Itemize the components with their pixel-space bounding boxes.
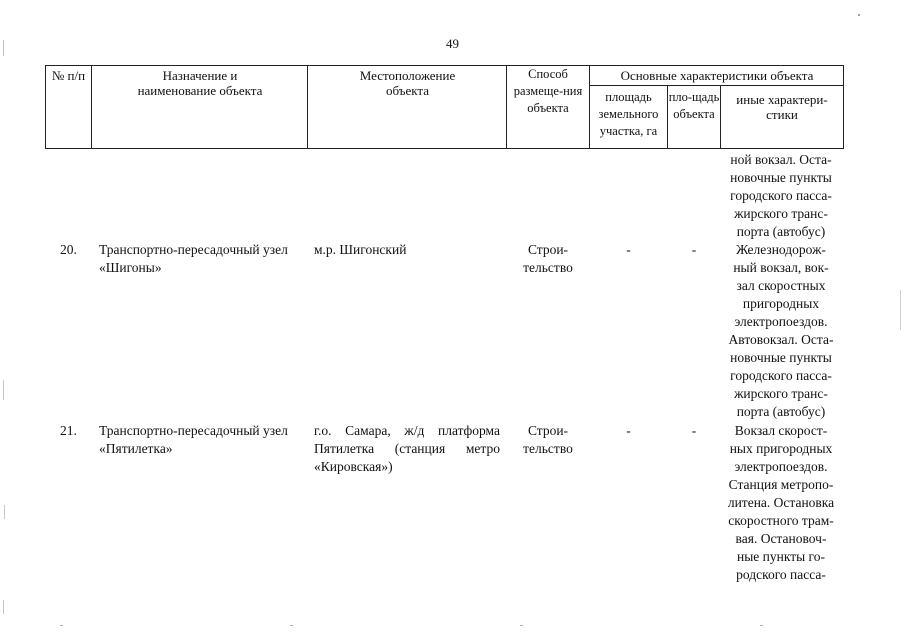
row-other — [716, 422, 846, 584]
scan-mark — [3, 600, 4, 614]
scan-mark — [3, 40, 4, 56]
divider — [506, 65, 507, 149]
text-line: Вокзал скорост- — [734, 423, 828, 438]
row-area-land: - — [626, 242, 631, 257]
header-col-num: № п/п — [51, 68, 86, 83]
row-method: Строи-тельство — [523, 423, 573, 456]
scan-mark — [4, 505, 5, 519]
text-line: ной вокзал. Оста- — [730, 152, 832, 167]
scan-mark — [858, 14, 860, 16]
header-col-purpose: Назначение и наименование объекта — [137, 68, 263, 98]
text-line: Станция метропо- — [728, 477, 834, 492]
row-name: Транспортно-пересадочный узел «Шигоны» — [99, 242, 288, 275]
header-col-method: Способ размеще-ния объекта — [513, 67, 583, 115]
header-col-location: Местоположение объекта — [359, 68, 456, 98]
scan-mark — [760, 625, 763, 626]
page-number: 49 — [446, 36, 459, 51]
row-area-obj: - — [691, 242, 697, 257]
text-line: пригородных — [742, 296, 820, 311]
header-col-main: Основные характеристики объекта — [620, 68, 814, 83]
text-line: Железнодорож- — [736, 242, 826, 257]
text-line: новочные пункты — [730, 350, 832, 365]
text-line: зал скоростных — [736, 278, 826, 293]
continuation-text — [716, 151, 846, 241]
row-area-land: - — [626, 423, 631, 438]
header-sub-other: иные характери-стики — [736, 92, 828, 122]
text-line: жирского транс- — [734, 206, 828, 221]
divider — [91, 65, 92, 149]
scan-mark — [900, 290, 901, 330]
row-location: м.р. Шигонский — [314, 242, 407, 257]
scan-mark — [3, 380, 4, 400]
text-line: порта (автобус) — [736, 224, 826, 239]
text-line: скоростного трам- — [728, 513, 834, 528]
divider — [589, 85, 844, 86]
header-sub-area-obj: пло-щадь объекта — [668, 90, 720, 121]
text-line: ные пункты го- — [736, 549, 826, 564]
text-line: ный вокзал, вок- — [733, 260, 829, 275]
row-location: г.о. Самара, ж/д платформа Пятилетка (станция метро «Кировская») — [314, 423, 500, 474]
scan-mark — [520, 625, 523, 626]
row-other — [716, 241, 846, 421]
row-method: Строи-тельство — [523, 242, 573, 275]
divider — [307, 65, 308, 149]
text-line: городского пасса- — [730, 188, 832, 203]
text-line: новочные пункты — [730, 170, 832, 185]
header-sub-area-land: площадь земельного участка, га — [598, 90, 659, 138]
text-line: родского пасса- — [736, 567, 826, 582]
row-area-obj: - — [691, 423, 697, 438]
text-line: электропоездов. — [734, 314, 828, 329]
scan-mark — [60, 625, 63, 626]
scan-mark — [290, 625, 293, 626]
row-number: 20. — [60, 242, 77, 257]
text-line: Автовокзал. Оста- — [728, 332, 834, 347]
text-line: электропоездов. — [734, 459, 828, 474]
text-line: литена. Остановка — [727, 495, 835, 510]
divider — [720, 85, 721, 149]
text-line: жирского транс- — [734, 386, 828, 401]
text-line: порта (автобус) — [736, 404, 826, 419]
row-number: 21. — [60, 423, 77, 438]
text-line: ных пригородных — [729, 441, 833, 456]
text-line: городского пасса- — [730, 368, 832, 383]
row-name: Транспортно-пересадочный узел «Пятилетка» — [99, 423, 288, 456]
text-line: вая. Остановоч- — [735, 531, 827, 546]
